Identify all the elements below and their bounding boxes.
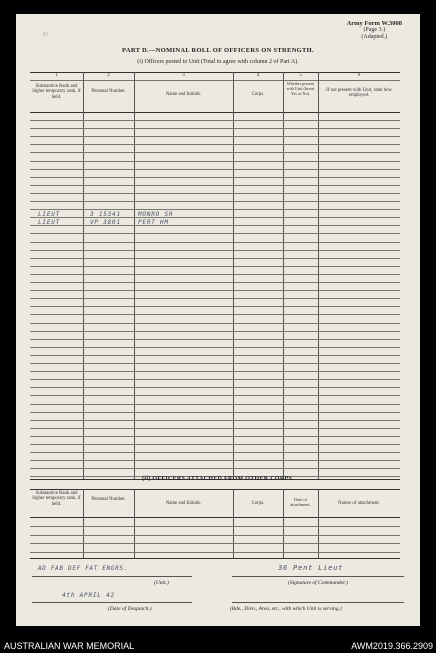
row-rule xyxy=(30,543,400,544)
row-rule xyxy=(30,347,400,348)
unit-label: (Unit.) xyxy=(154,580,169,586)
archive-name: AUSTRALIAN WAR MEMORIAL xyxy=(4,641,135,651)
row-rule xyxy=(30,201,400,202)
row-rule xyxy=(30,444,400,445)
row-rule xyxy=(30,152,400,153)
officers-posted-table xyxy=(30,72,400,479)
header-corps: Corps. xyxy=(251,92,265,97)
page-number: (Page 3.) xyxy=(363,27,386,33)
header-personal-number: Personal Number. xyxy=(91,89,126,94)
commander-signature: 36 Pent Lieut xyxy=(278,564,344,572)
date-label: (Date of Despatch.) xyxy=(108,606,152,612)
unit-line xyxy=(32,576,192,577)
bde-label: (Bde., Divn., Area, etc., with which Unit is serving.) xyxy=(230,606,342,612)
column-divider xyxy=(134,72,135,479)
column-divider xyxy=(134,489,135,558)
row-rule xyxy=(30,460,400,461)
row-rule xyxy=(30,209,400,210)
table-bottom-rule xyxy=(30,558,400,559)
date-line xyxy=(32,602,192,603)
row-rule xyxy=(30,363,400,364)
row-rule xyxy=(30,331,400,332)
row-rule xyxy=(30,535,400,536)
row-rule xyxy=(30,436,400,437)
header-date-attachment: Date of attachment. xyxy=(290,497,311,508)
row-rule xyxy=(30,379,400,380)
row-rule xyxy=(30,339,400,340)
header-corps: Corps. xyxy=(251,501,265,506)
header-employed: If not present with Unit, state how employed. xyxy=(326,88,392,99)
row-rule xyxy=(30,420,400,421)
row-rule xyxy=(30,387,400,388)
row-rule xyxy=(30,290,400,291)
row-rule xyxy=(30,144,400,145)
date-handwritten: 4th APRIL 42 xyxy=(62,592,115,599)
form-name: Army Form W.3008 xyxy=(346,20,402,27)
bde-line xyxy=(232,602,404,603)
row-rule xyxy=(30,161,400,162)
column-divider xyxy=(283,72,284,479)
column-divider xyxy=(318,489,319,558)
row-rule xyxy=(30,468,400,469)
column-number-3: 3 xyxy=(182,73,185,78)
row-rule xyxy=(30,395,400,396)
header-personal-number: Personal Number. xyxy=(91,497,126,502)
row-rule xyxy=(30,274,400,275)
column-number-4: 4 xyxy=(256,73,260,78)
column-divider xyxy=(233,72,234,479)
header-rule xyxy=(30,517,400,518)
row-rule xyxy=(30,169,400,170)
adapted-note: (Adapted.) xyxy=(361,34,388,40)
row-rule xyxy=(30,136,400,137)
column-divider xyxy=(83,489,84,558)
row-rule xyxy=(30,120,400,121)
header-rule xyxy=(30,112,400,113)
header-rank: Substantive Rank and higher temporary rank, if held. xyxy=(32,84,81,100)
form-id-block xyxy=(347,20,402,41)
row-rule xyxy=(30,552,400,553)
archive-reference: AWM2019.366.2909 xyxy=(351,641,433,651)
column-divider xyxy=(318,72,319,479)
section2-title: (ii) OFFICERS ATTACHED FROM OTHER CORPS. xyxy=(142,476,294,482)
row-rule xyxy=(30,404,400,405)
row-rule xyxy=(30,412,400,413)
row-rule xyxy=(30,233,400,234)
entry-2-name: PERT HM xyxy=(138,219,169,226)
row-rule xyxy=(30,266,400,267)
column-divider xyxy=(283,489,284,558)
row-rule xyxy=(30,282,400,283)
section1-title: (i) Officers posted to Unit (Total to agree with column 2 of Part A). xyxy=(137,59,299,65)
row-rule xyxy=(30,428,400,429)
column-number-rule xyxy=(30,80,400,81)
table-top-rule xyxy=(30,489,400,490)
header-present: Whether present with Unit (Insert Yes or No). xyxy=(286,81,315,96)
column-number-6: 6 xyxy=(357,73,361,78)
pencil-mark: 43 xyxy=(42,32,48,38)
commander-line xyxy=(232,576,404,577)
column-number-5: 5 xyxy=(299,73,302,78)
row-rule xyxy=(30,128,400,129)
row-rule xyxy=(30,217,400,218)
part-title: PART D.—NOMINAL ROLL OF OFFICERS ON STRENGTH. xyxy=(122,47,314,54)
row-rule xyxy=(30,526,400,527)
column-divider xyxy=(83,72,84,479)
column-number-1: 1 xyxy=(55,73,58,78)
header-name: Name and Initials. xyxy=(165,92,202,97)
row-rule xyxy=(30,258,400,259)
commander-label: (Signature of Commander.) xyxy=(288,580,348,586)
officers-attached-table xyxy=(30,489,400,558)
entry-1-rank: LIEUT xyxy=(38,211,61,218)
row-rule xyxy=(30,452,400,453)
row-rule xyxy=(30,298,400,299)
row-rule xyxy=(30,306,400,307)
row-rule xyxy=(30,193,400,194)
entry-2-rank: LIEUT xyxy=(38,219,61,226)
column-divider xyxy=(233,489,234,558)
row-rule xyxy=(30,371,400,372)
entry-1-name: MONRO SR xyxy=(138,211,174,218)
header-nature-attachment: Nature of attachment. xyxy=(338,501,380,506)
header-name: Name and Initials. xyxy=(165,501,202,506)
column-number-2: 2 xyxy=(107,73,110,78)
unit-handwritten: AD FAB DEF FAT ENGRS. xyxy=(38,566,129,572)
row-rule xyxy=(30,225,400,226)
form-page xyxy=(16,14,420,626)
row-rule xyxy=(30,250,400,251)
archive-footer xyxy=(0,638,436,653)
row-rule xyxy=(30,177,400,178)
row-rule xyxy=(30,355,400,356)
row-rule xyxy=(30,185,400,186)
header-rank: Substantive Rank and higher temporary rank, if held. xyxy=(32,491,81,507)
row-rule xyxy=(30,314,400,315)
row-rule xyxy=(30,242,400,243)
entry-1-number: 3 15341 xyxy=(90,211,121,218)
row-rule xyxy=(30,323,400,324)
entry-2-number: VP 3801 xyxy=(90,219,121,226)
